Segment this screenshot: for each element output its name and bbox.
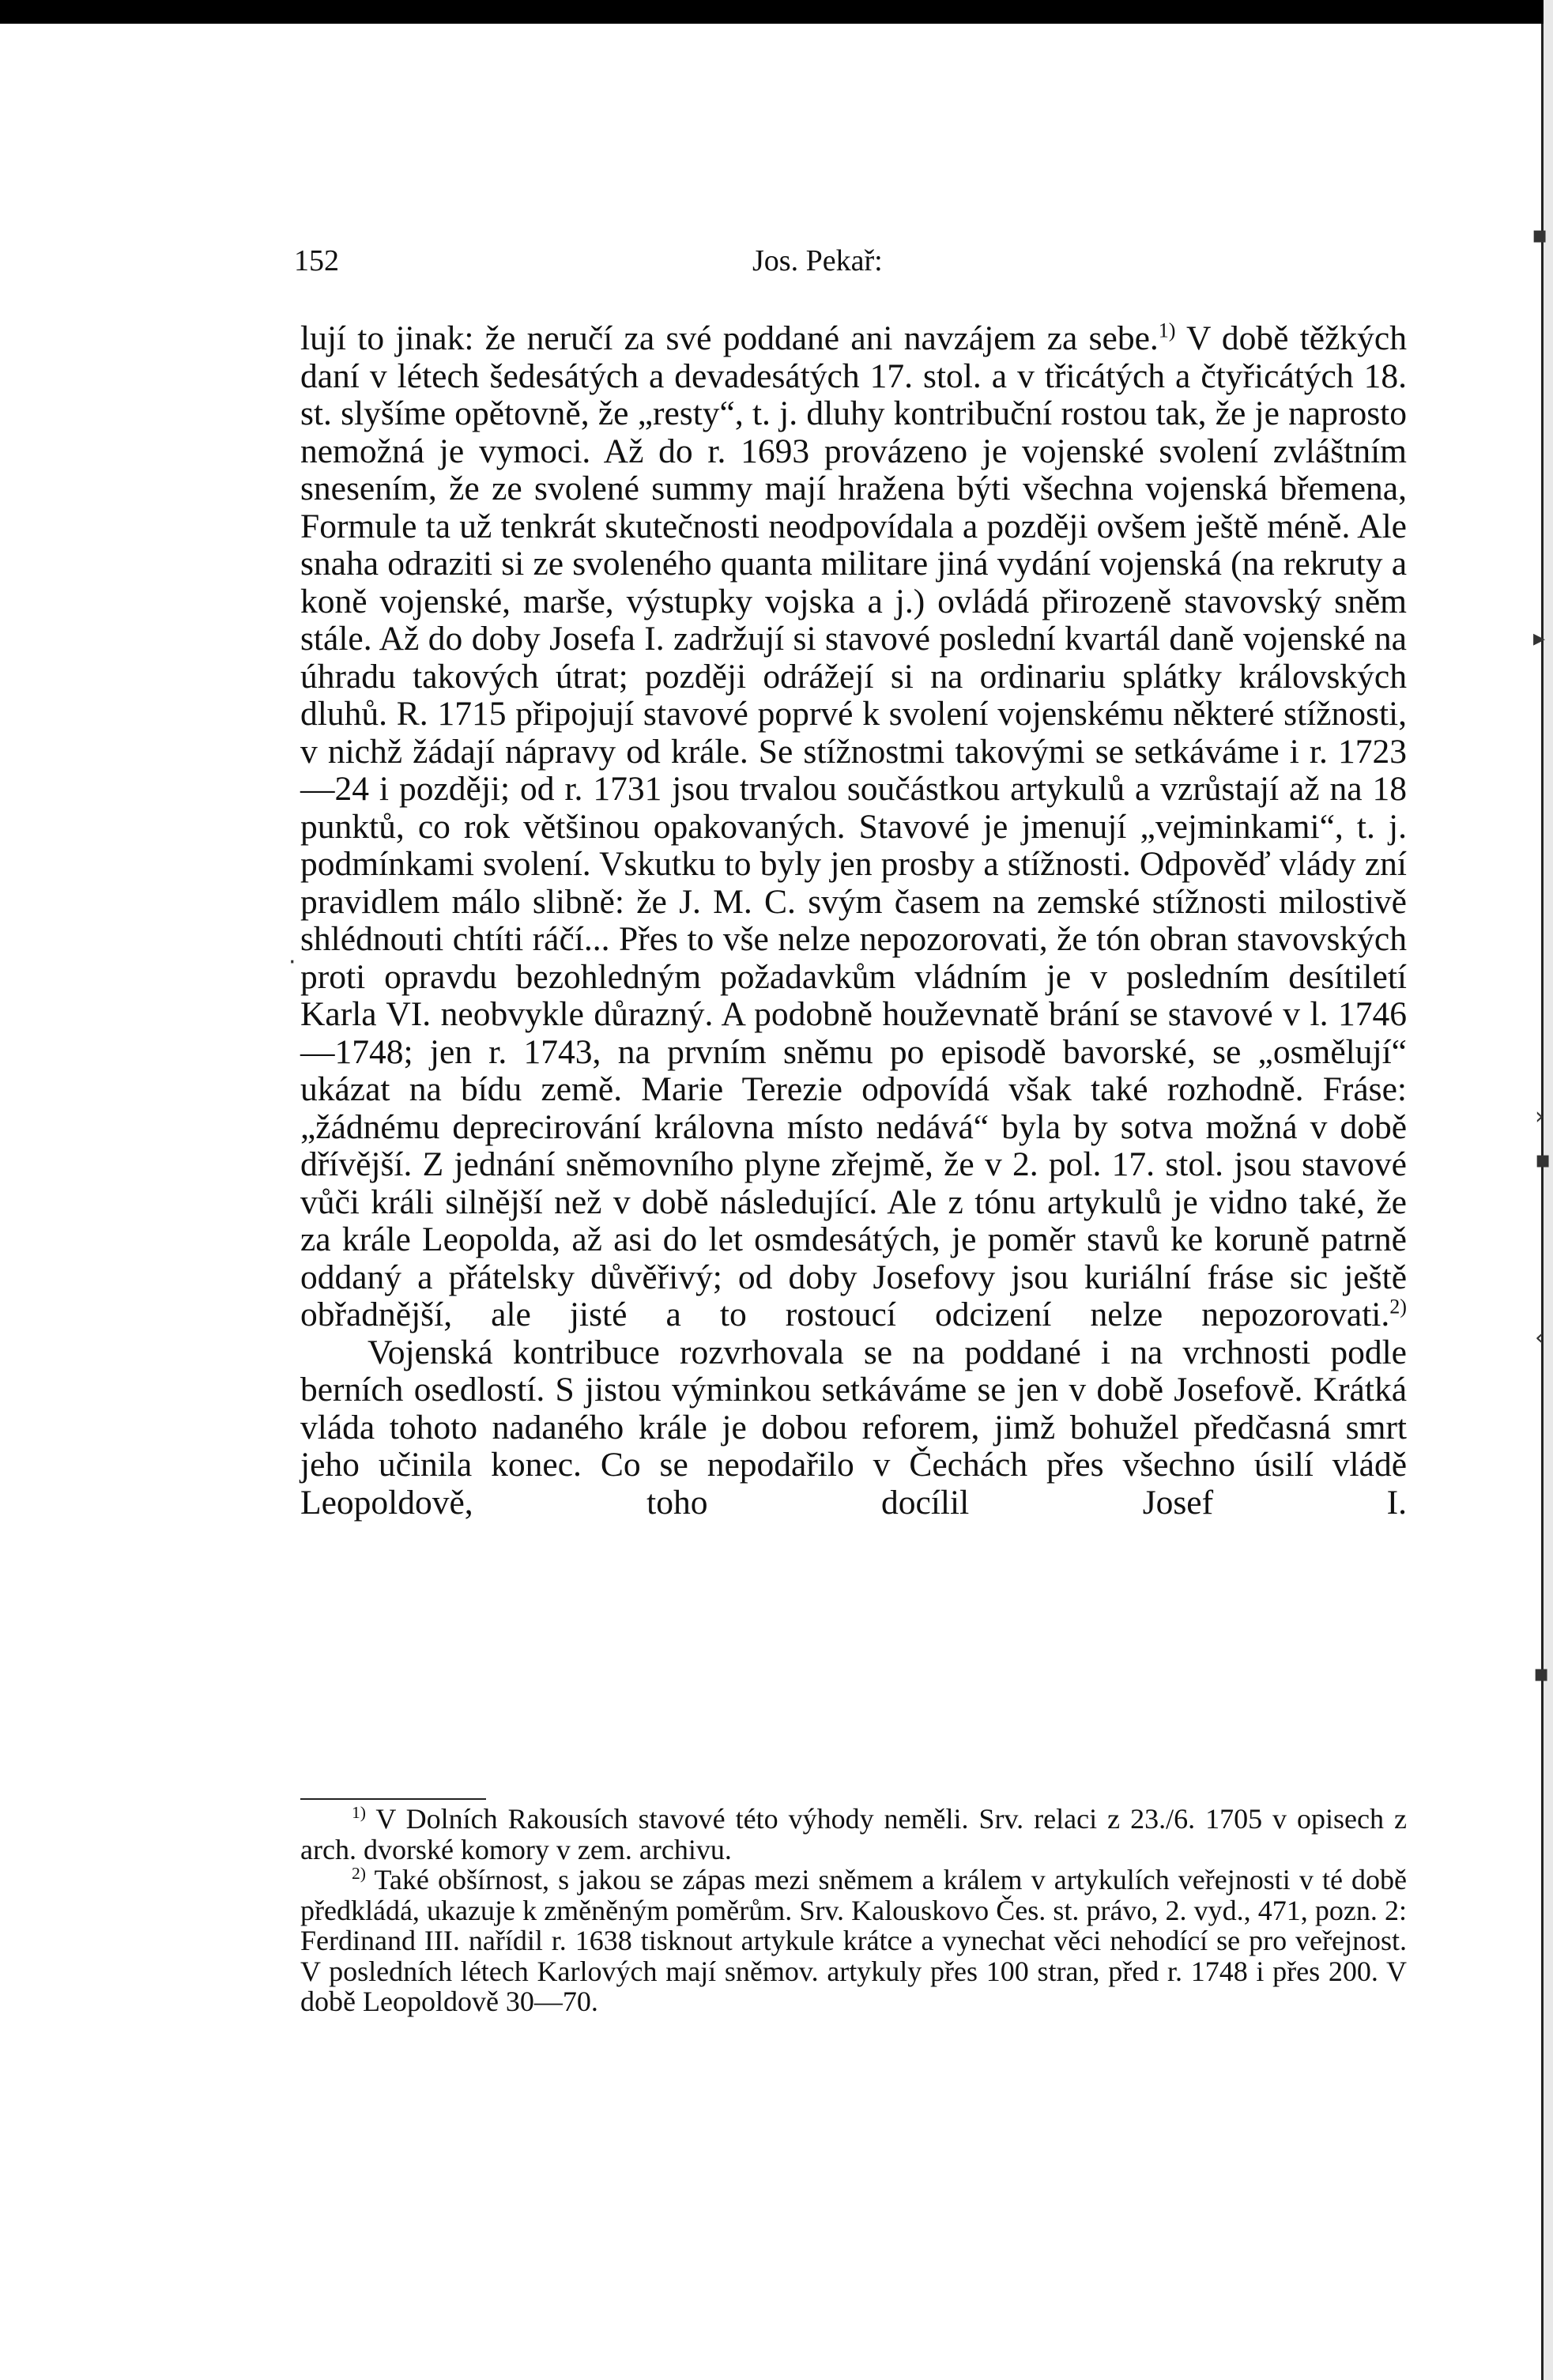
footnote-1	[300, 1804, 1407, 1865]
footnote-2-text: Také obšírnost, s jakou se zápas mezi sněmem a králem v artykulích veřejnosti v té době předkládá, ukazuje k změněným poměrům. Srv. Kalouskovo Čes. st. právo, 2. vyd., 471, pozn. 2: Ferdinand III. nařídil r. 1638 tisknout artykule krátce a vynechat věci nehodící se pro veřejnost. V posledních létech Karlových mají sněmov. artykuly přes 100 stran, před r. 1748 i přes 200. V době Leopoldově 30—70.	[300, 1864, 1407, 2017]
paragraph-2-text: Vojenská kontribuce rozvrhovala se na poddané i na vrchnosti podle berních osedlostí. S jistou výminkou setkáváme se jen v době Josefově. Krátká vláda tohoto nadaného krále je dobou reforem, jimž bohužel předčasná smrt jeho učinila konec. Co se nepodařilo v Čechách přes všechno úsilí vládě Leopoldově, toho docílil Josef I.	[300, 1333, 1407, 1522]
scan-border-top	[0, 0, 1553, 24]
margin-mark: ›	[1535, 1103, 1544, 1130]
paragraph-1-text: lují to jinak: že neručí za své poddané ani navzájem za sebe.	[300, 319, 1159, 357]
margin-mark: ▪	[1532, 221, 1548, 249]
margin-mark: ▪	[1535, 1146, 1551, 1174]
scan-border-right	[1544, 0, 1553, 2380]
page-number: 152	[294, 244, 339, 277]
footnote-2	[300, 1865, 1407, 2017]
footnote-ref-1: 1)	[1158, 319, 1176, 342]
footnote-1-marker: 1)	[352, 1803, 366, 1822]
footnotes	[300, 1804, 1407, 2017]
margin-mark: ▸	[1533, 624, 1546, 652]
running-head	[294, 243, 1408, 283]
paragraph-2	[300, 1334, 1407, 1522]
footnote-1-text: V Dolních Rakousích stavové této výhody neměli. Srv. relaci z 23./6. 1705 v opisech z arch. dvorské komory v zem. archivu.	[300, 1803, 1407, 1865]
paragraph-1	[300, 320, 1407, 1334]
paragraph-1-continuation: V době těžkých daní v létech šedesátých a devadesátých 17. stol. a v třicátých a čtyřicátých 18. st. slyšíme opětovně, že „resty“, t. j. dluhy kontribuční rostou tak, že je naprosto nemožná je vymoci. Až do r. 1693 provázeno je vojenské svolení zvláštním snesením, že ze svolené summy mají hražena býti všechna vojenská břemena, Formule ta už tenkrát skutečnosti neodpovídala a později ovšem ještě méně. Ale snaha odraziti si ze svoleného quanta militare jiná vydání vojenská (na rekruty a koně vojenské, marše, výstupky vojska a j.) ovládá přirozeně stavovský sněm stále. Až do doby Josefa I. zadržují si stavové poslední kvartál daně vojenské na úhradu takových útrat; později odrážejí si na ordinariu splátky královských dluhů. R. 1715 připojují stavové poprvé k svolení vojenskému některé stížnosti, v nichž žádají nápravy od krále. Se stížnostmi takovými se setkáváme i r. 1723—24 i později; od r. 1731 jsou trvalou součástkou artykulů a vzrůstají až na 18 punktů, co rok většinou opakovaných. Stavové je jmenují „vejminkami“, t. j. podmínkami svolení. Vskutku to byly jen prosby a stížnosti. Odpověď vlády zní pravidlem málo slibně: že J. M. C. svým časem na zemské stížnosti milostivě shlédnouti chtíti ráčí... Přes to vše nelze nepozorovati, že tón obran stavovských proti opravdu bezohledným požadavkům vládním je v posledním desítiletí Karla VI. neobvykle důrazný. A podobně houževnatě brání se stavové v l. 1746—1748; jen r. 1743, na prvním sněmu po episodě bavorské, se „osmělují“ ukázat na bídu země. Marie Terezie odpovídá však také rozhodně. Fráse: „žádnému deprecirování královna místo nedává“ byla by sotva možná v době dřívější. Z jednání sněmovního plyne zřejmě, že v 2. pol. 17. stol. jsou stavové vůči králi silnější než v době následující. Ale z tónu artykulů je vidno také, že za krále Leopolda, až asi do let osmdesátých, je poměr stavů ke koruně patrně oddaný a přátelsky důvěřivý; od doby Josefovy jsou kuriální fráse sic ještě obřadnější, ale jisté a to rostoucí odcizení nelze nepozorovati.	[300, 319, 1407, 1333]
body-text	[300, 320, 1407, 1522]
header-title: Jos. Pekař:	[752, 244, 883, 277]
footnote-2-marker: 2)	[352, 1864, 366, 1883]
footnote-ref-2: 2)	[1389, 1295, 1407, 1318]
footnote-divider	[300, 1798, 486, 1800]
margin-mark: ·	[288, 949, 296, 976]
margin-mark: ‹	[1535, 1324, 1544, 1352]
margin-mark: ▪	[1533, 1660, 1550, 1688]
